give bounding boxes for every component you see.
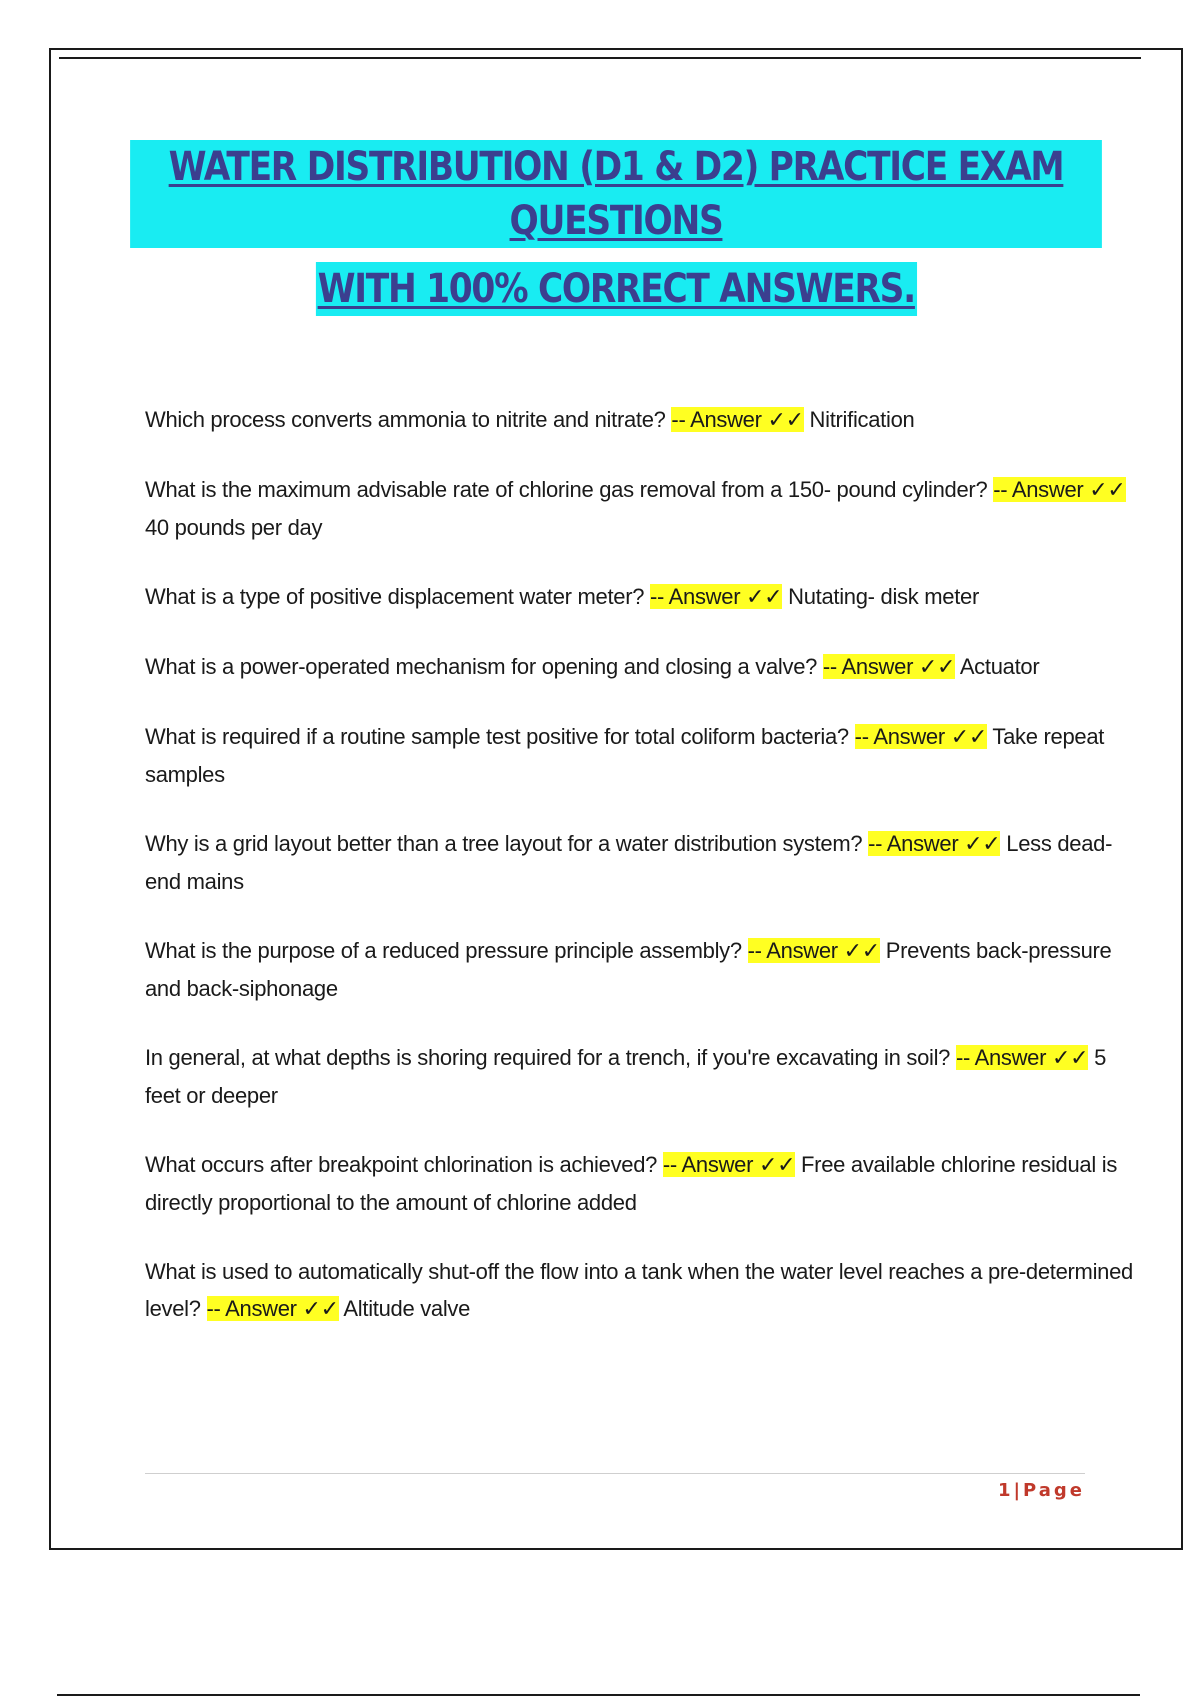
answer-text: Take repeat samples	[145, 724, 1105, 787]
qa-item	[145, 1253, 1135, 1328]
answer-label: -- Answer	[747, 938, 838, 963]
check-icon: ✓✓	[964, 832, 1001, 857]
check-icon: ✓✓	[918, 655, 956, 680]
answer-label: -- Answer	[662, 1152, 754, 1177]
answer-label: -- Answer	[671, 407, 762, 432]
answer-label: -- Answer	[650, 584, 741, 609]
question-text: What is used to automatically shut-off the flow into a tank when the water level reaches a pre-determined level?	[145, 1259, 1133, 1321]
check-icon: ✓✓	[1089, 478, 1126, 503]
answer-text: Nitrification	[809, 407, 915, 432]
answer-label: -- Answer	[993, 477, 1084, 502]
question-text: What is required if a routine sample test positive for total coliform bacteria?	[145, 724, 849, 749]
answer-marker	[956, 1045, 1088, 1070]
qa-item	[145, 932, 1135, 1007]
document-page	[49, 48, 1183, 1550]
answer-marker	[823, 654, 955, 679]
next-page-edge	[57, 1694, 1140, 1696]
answer-text: Actuator	[959, 654, 1040, 679]
answer-text: 40 pounds per day	[145, 515, 323, 540]
qa-item	[145, 648, 1135, 686]
answer-label: -- Answer	[955, 1045, 1047, 1070]
answer-label: -- Answer	[868, 831, 959, 856]
answer-marker	[868, 831, 1000, 856]
answer-label: -- Answer	[854, 724, 945, 749]
answer-text: Nutating- disk meter	[788, 584, 979, 609]
check-icon: ✓✓	[302, 1297, 339, 1322]
answer-marker	[671, 407, 803, 432]
answer-label: -- Answer	[822, 654, 914, 679]
answer-marker	[663, 1152, 795, 1177]
question-text: What is a power-operated mechanism for opening and closing a valve?	[145, 654, 818, 679]
check-icon: ✓✓	[746, 585, 783, 610]
qa-item	[145, 578, 1135, 616]
footer-rule	[145, 1473, 1085, 1474]
check-icon: ✓✓	[767, 408, 804, 433]
check-icon: ✓✓	[758, 1153, 796, 1178]
answer-marker	[207, 1296, 339, 1321]
question-text: What is the maximum advisable rate of chlorine gas removal from a 150- pound cylinder?	[145, 477, 988, 502]
answer-marker	[993, 477, 1125, 502]
question-text: Why is a grid layout better than a tree layout for a water distribution system?	[145, 831, 863, 856]
question-text: What is the purpose of a reduced pressure principle assembly?	[145, 938, 742, 963]
qa-item	[145, 825, 1135, 900]
question-text: What occurs after breakpoint chlorination is achieved?	[145, 1152, 658, 1177]
question-text: What is a type of positive displacement water meter?	[145, 584, 645, 609]
question-text: In general, at what depths is shoring required for a trench, if you're excavating in soil?	[145, 1045, 951, 1070]
answer-text: 5 feet or deeper	[145, 1045, 1106, 1108]
check-icon: ✓✓	[950, 725, 987, 750]
answer-label: -- Answer	[206, 1296, 297, 1321]
question-list	[145, 401, 1135, 1360]
qa-item	[145, 1146, 1135, 1221]
answer-text: Altitude valve	[343, 1296, 471, 1321]
answer-marker	[748, 938, 880, 963]
page-number: 1|Page	[997, 1480, 1085, 1501]
answer-marker	[650, 584, 782, 609]
question-text: Which process converts ammonia to nitrite and nitrate?	[145, 407, 666, 432]
title-line-2: WITH 100% CORRECT ANSWERS.	[316, 262, 917, 316]
answer-text: Prevents back-pressure and back-siphonage	[145, 938, 1112, 1001]
top-rule	[59, 57, 1141, 59]
title-line-1: WATER DISTRIBUTION (D1 & D2) PRACTICE EXAM QUESTIONS	[130, 140, 1102, 248]
check-icon: ✓✓	[843, 939, 880, 964]
answer-marker	[855, 724, 987, 749]
qa-item	[145, 471, 1135, 546]
document-title	[51, 140, 1181, 316]
qa-item	[145, 1039, 1135, 1114]
answer-text: Less dead-end mains	[145, 831, 1113, 894]
qa-item	[145, 718, 1135, 793]
check-icon: ✓✓	[1051, 1046, 1089, 1071]
answer-text: Free available chlorine residual is directly proportional to the amount of chlorine added	[145, 1152, 1118, 1215]
qa-item	[145, 401, 1135, 439]
